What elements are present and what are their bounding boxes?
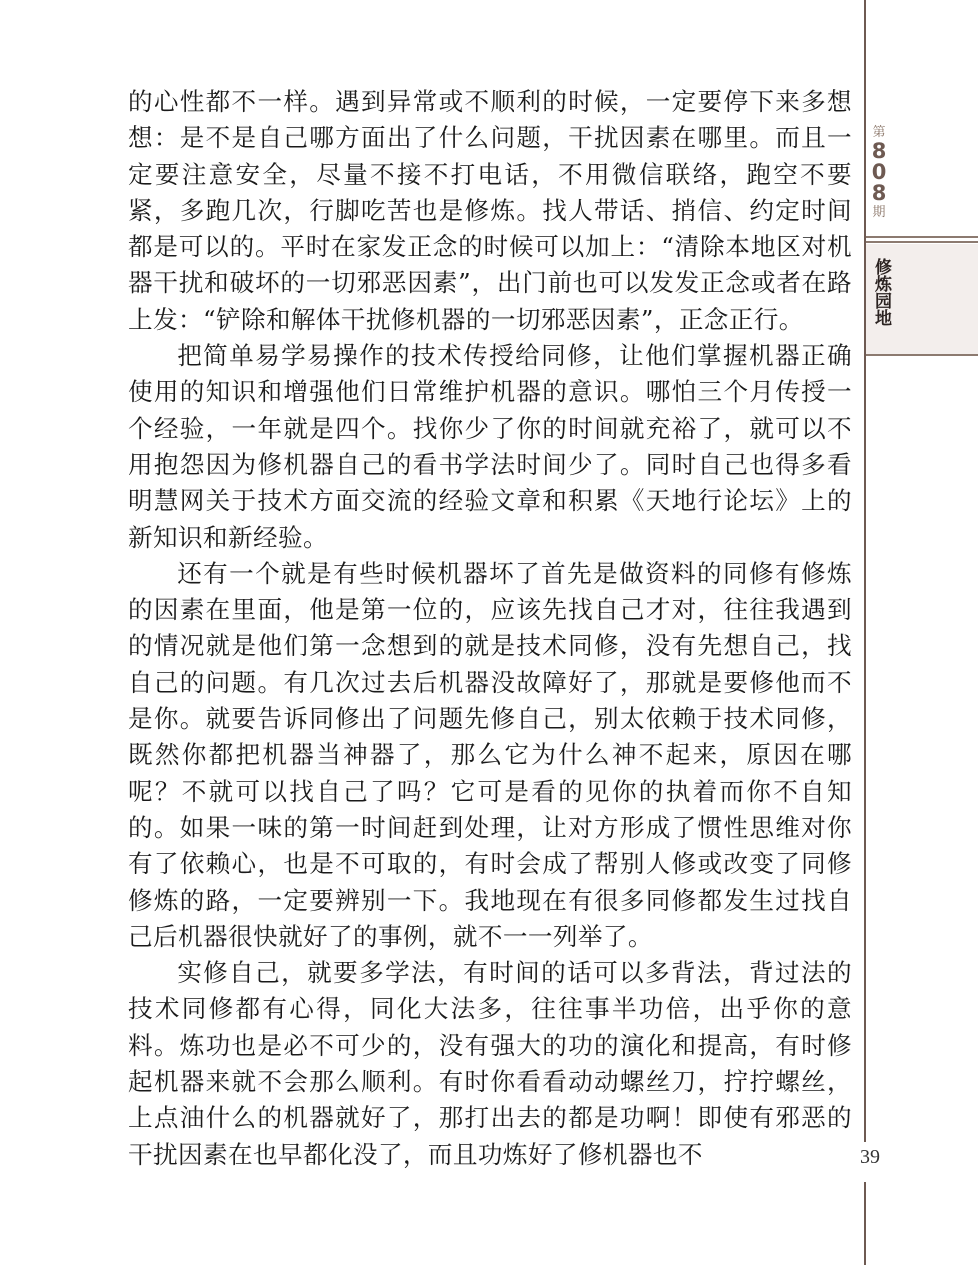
margin-rule-bottom	[864, 1182, 866, 1265]
divider-line	[866, 241, 978, 243]
issue-digit: 0	[871, 160, 887, 184]
section-title: 修炼园地	[871, 258, 891, 326]
issue-label	[868, 124, 890, 221]
issue-suffix: 期	[872, 205, 886, 220]
margin-rule-top	[864, 0, 866, 1142]
paragraph-1: 的心性都不一样。遇到异常或不顺利的时候，一定要停下来多想想：是不是自己哪方面出了什么问题，干扰因素在哪里。而且一定要注意安全，尽量不接不打电话，不用微信联络，跑空不要紧，多跑几次，行脚吃苦也是修炼。找人带话、捎信、约定时间都是可以的。平时在家发正念的时候可以加上：“清除本地区对机器干扰和破坏的一切邪恶因素”，出门前也可以发发正念或者在路上发：“铲除和解体干扰修机器的一切邪恶因素”，正念正行。	[128, 87, 852, 334]
paragraph-2: 把简单易学易操作的技术传授给同修，让他们掌握机器正确使用的知识和增强他们日常维护机器的意识。哪怕三个月传授一个经验，一年就是四个。找你少了你的时间就充裕了，就可以不用抱怨因为修机器自己的看书学法时间少了。同时自己也得多看明慧网关于技术方面交流的经验文章和积累《天地行论坛》上的新知识和新经验。	[128, 341, 852, 552]
article-body	[128, 84, 852, 1173]
divider-line	[866, 236, 978, 238]
issue-prefix: 第	[872, 125, 886, 140]
issue-number	[868, 141, 890, 204]
issue-digit: 8	[871, 139, 887, 163]
issue-digit: 8	[871, 181, 887, 205]
paragraph-3: 还有一个就是有些时候机器坏了首先是做资料的同修有修炼的因素在里面，他是第一位的，应该先找自己才对，往往我遇到的情况就是他们第一念想到的就是技术同修，没有先想自己，找自己的问题。有几次过去后机器没故障好了，那就是要修他而不是你。就要告诉同修出了问题先修自己，别太依赖于技术同修，既然你都把机器当神器了，那么它为什么神不起来，原因在哪呢？不就可以找自己了吗？它可是看的见你的执着而你不自知的。如果一味的第一时间赶到处理，让对方形成了惯性思维对你有了依赖心，也是不可取的，有时会成了帮别人修或改变了同修修炼的路，一定要辨别一下。我地现在有很多同修都发生过找自己后机器很快就好了的事例，就不一一列举了。	[128, 558, 852, 951]
page-number: 39	[860, 1146, 880, 1168]
paragraph-4: 实修自己，就要多学法，有时间的话可以多背法，背过法的技术同修都有心得，同化大法多，往往事半功倍，出乎你的意料。炼功也是必不可少的，没有强大的功的演化和提高，有时修起机器来就不会那么顺利。有时你看看动动螺丝刀，拧拧螺丝，上点油什么的机器就好了，那打出去的都是功啊！即使有邪恶的干扰因素在也早都化没了，而且功炼好了修机器也不	[128, 958, 852, 1169]
